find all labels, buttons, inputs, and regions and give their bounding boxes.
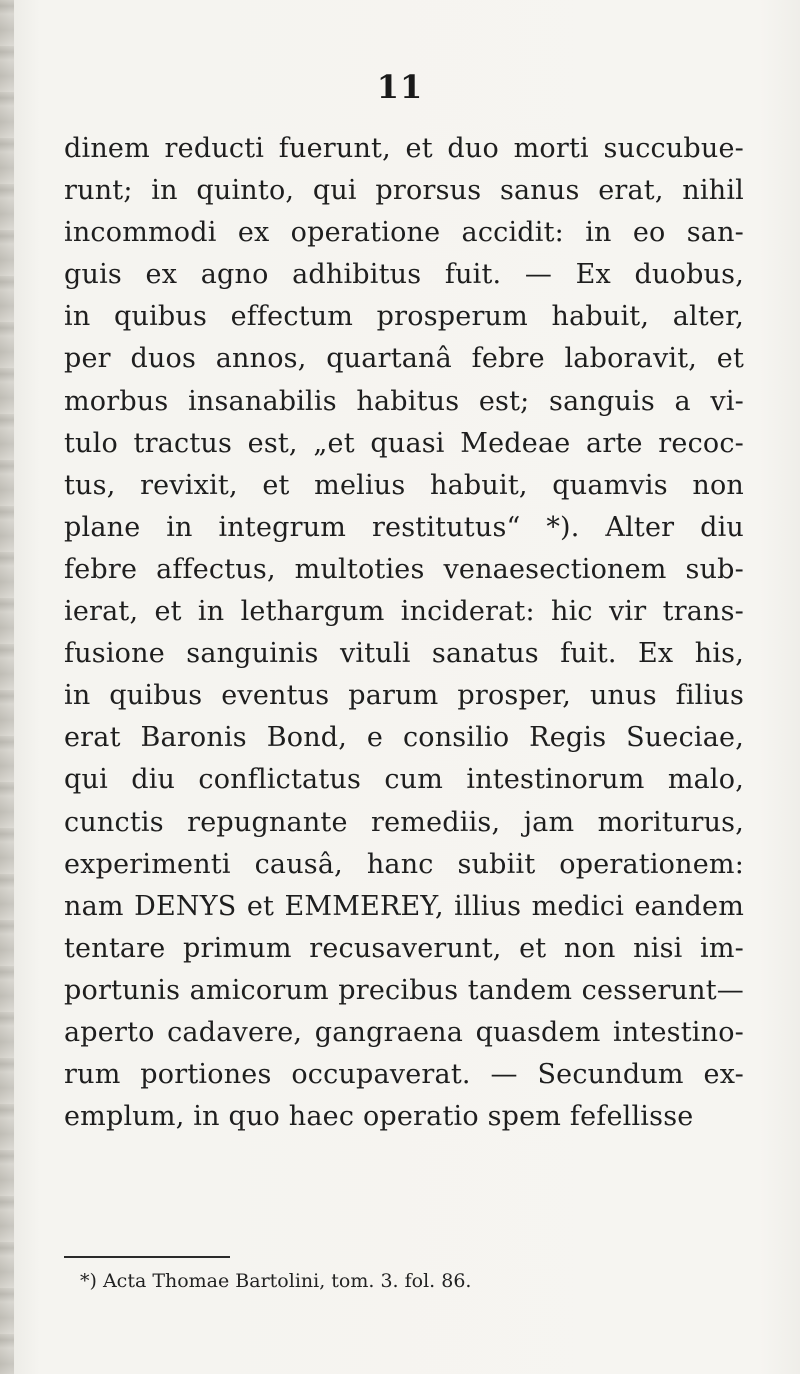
text-line: tulo tractus est, „et quasi Medeae arte recoc- [64, 427, 744, 459]
text-line: tus, revixit, et melius habuit, quamvis non [64, 469, 744, 501]
text-line: rum portiones occupaverat. — Secundum ex- [64, 1059, 744, 1091]
text-line: incommodi ex operatione accidit: in eo san- [64, 217, 744, 249]
text-line: ierat, et in lethargum inciderat: hic vir trans- [64, 596, 744, 628]
text-line: per duos annos, quartanâ febre laboravit, et [64, 343, 744, 375]
text-line: guis ex agno adhibitus fuit. — Ex duobus, [64, 259, 744, 291]
text-line: runt; in quinto, qui prorsus sanus erat, nihil [64, 175, 744, 207]
footnote: *) Acta Thomae Bartolini, tom. 3. fol. 86. [80, 1270, 472, 1292]
text-line: cunctis repugnante remediis, jam moriturus, [64, 806, 744, 838]
text-line: dinem reducti fuerunt, et duo morti succubue- [64, 133, 744, 164]
binding-edge [0, 0, 14, 1374]
text-line: experimenti causâ, hanc subiit operationem: [64, 848, 744, 880]
text-line: in quibus eventus parum prosper, unus filius [64, 680, 744, 712]
text-line: aperto cadavere, gangraena quasdem intestino- [64, 1016, 744, 1048]
body-text [64, 128, 744, 1138]
text-line: morbus insanabilis habitus est; sanguis a vi- [64, 385, 744, 417]
text-line: qui diu conflictatus cum intestinorum malo, [64, 764, 744, 796]
page-number: 11 [376, 68, 424, 106]
text-line: emplum, in quo haec operatio spem fefellisse [64, 1101, 694, 1133]
text-line: plane in integrum restitutus“ *). Alter diu [64, 511, 744, 543]
footnote-rule [64, 1256, 230, 1258]
text-line: fusione sanguinis vituli sanatus fuit. Ex his, [64, 638, 744, 670]
text-line: nam DENYS et EMMEREY, illius medici eandem [64, 890, 744, 922]
text-line: erat Baronis Bond, e consilio Regis Sueciae, [64, 722, 744, 754]
text-line: febre affectus, multoties venaesectionem sub- [64, 553, 744, 585]
text-line: portunis amicorum precibus tandem cesserunt— [64, 974, 744, 1006]
text-line: tentare primum recusaverunt, et non nisi im- [64, 932, 744, 964]
text-line: in quibus effectum prosperum habuit, alter, [64, 301, 744, 333]
